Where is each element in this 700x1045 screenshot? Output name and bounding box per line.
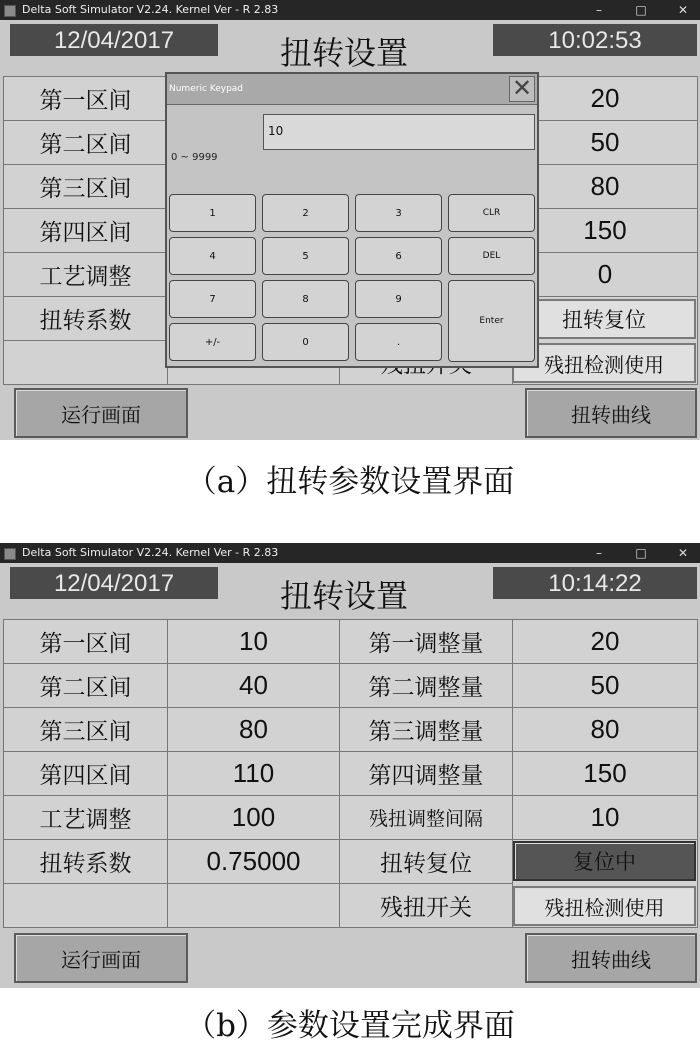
key-clr[interactable]: CLR [448,194,535,232]
label-process-adjust: 工艺调整 [4,253,168,297]
label-adjust1: 第一调整量 [340,620,513,664]
residual-detect-button[interactable]: 残扭检测使用 [513,886,696,926]
label-torsion-reset: 扭转复位 [340,840,513,884]
label-zone2: 第二区间 [4,121,168,165]
app-icon [4,548,16,560]
label-zone2: 第二区间 [4,664,168,708]
key-del[interactable]: DEL [448,237,535,275]
empty-cell [4,341,168,385]
value-adjust3[interactable]: 80 [513,165,698,209]
caption-b: （b）参数设置完成界面 [185,1008,515,1044]
window-titlebar-b [0,543,700,563]
window-title: Delta Soft Simulator V2.24. Kernel Ver - R 2.83 [22,546,279,559]
label-adjust3: 第三调整量 [340,708,513,752]
key-0[interactable]: 0 [262,323,349,361]
torsion-curve-button[interactable]: 扭转曲线 [525,933,697,983]
minimize-icon[interactable]: – [596,3,602,17]
value-adjust3[interactable]: 80 [513,708,698,752]
label-process-adjust: 工艺调整 [4,796,168,840]
torsion-reset-button[interactable]: 扭转复位 [512,299,696,339]
value-process-adjust[interactable]: 100 [168,796,340,840]
value-adjust2[interactable]: 50 [513,121,698,165]
value-torsion-coefficient[interactable]: 0.75000 [168,840,340,884]
key-plus-minus[interactable]: +/- [169,323,256,361]
label-torsion-coefficient: 扭转系数 [4,840,168,884]
keypad-titlebar [167,74,537,105]
label-zone1: 第一区间 [4,620,168,664]
value-adjust4[interactable]: 150 [513,209,698,253]
app-icon [4,5,16,17]
settings-grid [3,619,698,928]
time-display: 10:02:53 [493,24,697,56]
value-adjust1[interactable]: 20 [513,620,698,664]
key-6[interactable]: 6 [355,237,442,275]
empty-cell [168,884,340,928]
label-zone4: 第四区间 [4,752,168,796]
key-2[interactable]: 2 [262,194,349,232]
close-icon[interactable]: ✕ [677,546,689,560]
key-7[interactable]: 7 [169,280,256,318]
date-display: 12/04/2017 [10,24,218,56]
reset-status-button[interactable]: 复位中 [513,841,696,881]
label-zone3: 第三区间 [4,165,168,209]
key-9[interactable]: 9 [355,280,442,318]
value-zone1[interactable]: 10 [168,620,340,664]
minimize-icon[interactable]: – [596,546,602,560]
value-residual-interval[interactable]: 10 [513,796,698,840]
numeric-keypad-dialog [165,72,539,368]
keypad-input[interactable]: 10 [263,114,535,150]
label-zone4: 第四区间 [4,209,168,253]
label-residual-switch: 残扭开关 [340,884,513,928]
simulator-window-b [0,543,700,988]
value-zone3[interactable]: 80 [168,708,340,752]
time-display: 10:14:22 [493,567,697,599]
value-residual-interval[interactable]: 0 [513,253,698,297]
value-adjust2[interactable]: 50 [513,664,698,708]
label-adjust2: 第二调整量 [340,664,513,708]
torsion-curve-button[interactable]: 扭转曲线 [525,388,697,438]
close-icon[interactable]: ✕ [509,76,535,102]
keypad-range: 0 ~ 9999 [171,152,218,163]
label-torsion-coefficient: 扭转系数 [4,297,168,341]
close-icon[interactable]: ✕ [677,3,689,17]
residual-detect-button[interactable]: 残扭检测使用 [512,343,696,383]
run-screen-button[interactable]: 运行画面 [14,933,188,983]
page-title: 扭转设置 [279,34,408,72]
key-decimal[interactable]: . [355,323,442,361]
label-zone3: 第三区间 [4,708,168,752]
key-4[interactable]: 4 [169,237,256,275]
value-zone4[interactable]: 110 [168,752,340,796]
value-adjust4[interactable]: 150 [513,752,698,796]
key-3[interactable]: 3 [355,194,442,232]
maximize-icon[interactable]: □ [635,3,647,17]
key-8[interactable]: 8 [262,280,349,318]
simulator-window-a [0,0,700,440]
caption-a: （a）扭转参数设置界面 [185,464,515,500]
value-adjust1[interactable]: 20 [513,77,698,121]
window-titlebar-a [0,0,700,20]
window-title: Delta Soft Simulator V2.24. Kernel Ver - R 2.83 [22,3,279,16]
label-zone1: 第一区间 [4,77,168,121]
maximize-icon[interactable]: □ [635,546,647,560]
label-adjust4: 第四调整量 [340,752,513,796]
key-5[interactable]: 5 [262,237,349,275]
key-enter[interactable]: Enter [448,280,535,362]
date-display: 12/04/2017 [10,567,218,599]
page-title: 扭转设置 [279,577,408,615]
keypad-title: Numeric Keypad [169,84,244,94]
label-residual-interval: 残扭调整间隔 [340,796,513,840]
empty-cell [4,884,168,928]
key-1[interactable]: 1 [169,194,256,232]
run-screen-button[interactable]: 运行画面 [14,388,188,438]
value-zone2[interactable]: 40 [168,664,340,708]
